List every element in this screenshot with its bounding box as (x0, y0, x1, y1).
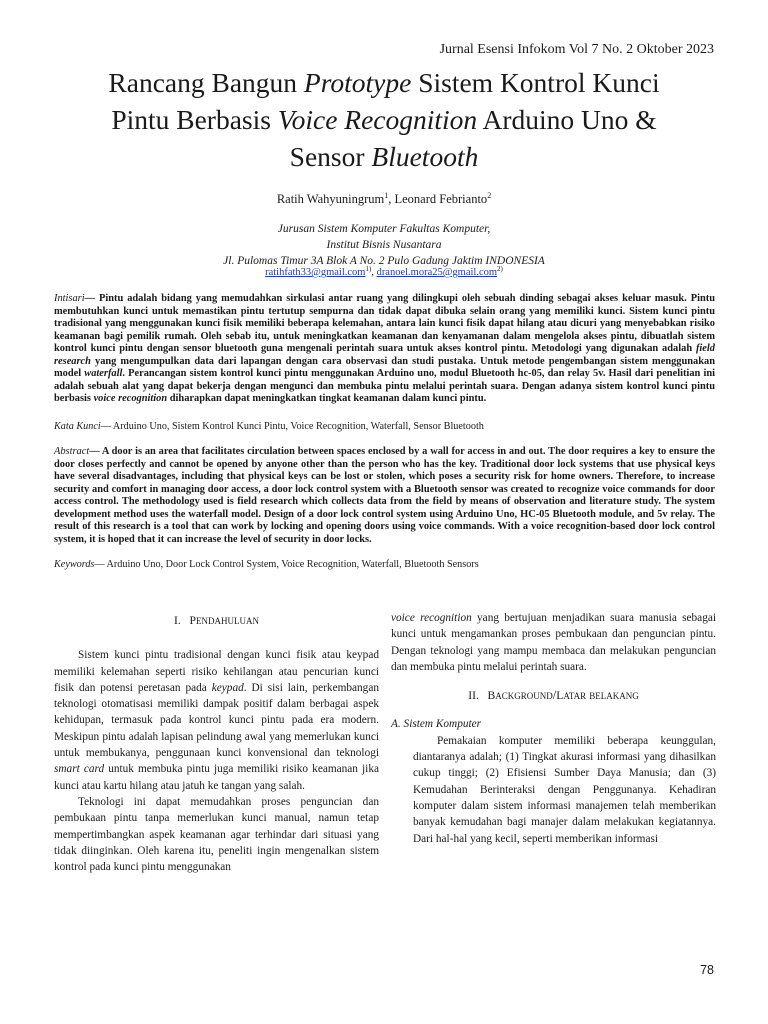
author-emails: ratihfath33@gmail.com$^{1)}$, dranoel.mora25@gmail.com$^{2)}$ (265, 265, 503, 278)
keywords: Keywords— Arduino Uno, Door Lock Control System, Voice Recognition, Waterfall, Bluetooth Sensors (54, 559, 479, 570)
author-2: Leonard Febrianto (394, 192, 488, 206)
kata-kunci: Kata Kunci— Arduino Uno, Sistem Kontrol Kunci Pintu, Voice Recognition, Waterfall, Sensor Bluetooth (54, 421, 484, 432)
right-column (391, 610, 716, 847)
paragraph: voice recognition yang bertujuan menjadikan suara manusia sebagai kunci untuk mengamankan proses pembukaan dan penguncian pintu. Dengan teknologi yang mampu membaca dan melakukan penguncian dan membuka pintu melalui perintah suara. (391, 612, 716, 673)
left-column (54, 612, 379, 875)
affiliation: Jurusan Sistem Komputer Fakultas Komputer, Institut Bisnis Nusantara Jl. Pulomas Timur 3A Blok A No. 2 Pulo Gadung Jaktim INDONESIA (223, 223, 545, 267)
paper-title: Rancang Bangun Prototype Sistem Kontrol Kunci Pintu Berbasis Voice Recognition Arduino Uno & Sensor Bluetooth (108, 67, 660, 172)
section-heading-background: II. Background/Latar belakang (468, 688, 639, 703)
paragraph: Pemakaian komputer memiliki beberapa keunggulan, diantaranya adalah; (1) Tingkat akurasi informasi yang dihasilkan cukup tinggi; (2) Efisiensi Sumber Daya Manusia; dan (3) Kemudahan Berinteraksi dengan Penggunanya. Kehadiran komputer dalam sistem informasi manajemen telah memberikan banyak kemudahan bagi manajer dalam melakukan kegiatannya. Dari hal-hal yang kecil, seperti memberikan informasi (413, 734, 716, 845)
subsection-heading: A. Sistem Komputer (391, 718, 482, 731)
email-link-2[interactable]: dranoel.mora25@gmail.com (376, 267, 498, 278)
abstract-paragraph: Abstract— A door is an area that facilitates circulation between spaces enclosed by a wall for access in and out. The door requires a key to ensure the door closes perfectly and cannot be opened by anyone other than the person who has the key. Traditional door lock systems that use physical keys have several disadvantages, including that physical keys can be lost or stolen, which poses a security risk for home owners. Therefore, to increase security and comfort in managing door access, a door lock control system with a Bluetooth sensor was created to recognize voice commands for door access control. The methodology used is field research which collects data from the field by means of observation and literature study. The system development method uses the waterfall model. Design of a door lock control system using Arduino Uno, HC-05 Bluetooth module, and 5v relay. The result of this research is a tool that can work by locking and opening doors using voice commands. With a voice recognition-based door lock control system, it is hoped that it can increase the level of security in door locks. (54, 446, 715, 545)
journal-header: Jurnal Esensi Infokom Vol 7 No. 2 Oktober 2023 (439, 42, 714, 57)
page-number: 78 (700, 963, 714, 977)
email-link-1[interactable]: ratihfath33@gmail.com (265, 267, 366, 278)
paragraph: Teknologi ini dapat memudahkan proses penguncian dan pembukaan pintu tanpa memerlukan kunci manual, namun tetap mempertimbangkan aspek keamanan agar terhindar dari situasi yang tidak diinginkan. Oleh karena itu, peneliti ingin mengenalkan sistem kontrol pada kunci pintu menggunakan (54, 795, 379, 874)
author-1: Ratih Wahyuningrum (276, 192, 385, 206)
intisari-paragraph: Intisari— Pintu adalah bidang yang memudahkan sirkulasi antar ruang yang dilingkupi oleh sebuah dinding sebagai akses keluar masuk. Pintu membutuhkan kunci untuk memastikan pintu tertutup sempurna dan tidak dapat dibuka selain orang yang memiliki kunci. Sistem kunci pintu tradisional yang menggunakan kunci fisik memiliki beberapa kelemahan, antara lain kunci fisik dapat hilang atau dicuri yang menyebabkan risiko keamanan bagi pemilik rumah. Oleh sebab itu, untuk meningkatkan keamanan dan kenyamanan dalam mengelola akses pintu, dibuatlah sistem kontrol kunci pintu dengan sensor bluetooth guna mengenali perintah suara untuk akses kontrol pintu. Metodologi yang digunakan adalah field research yang mengumpulkan data dari lapangan dengan cara observasi dan studi pustaka. Untuk metode pengembangan sistem menggunakan model waterfall. Perancangan sistem kontrol kunci pintu menggunakan Arduino uno, modul Bluetooth hc-05, dan relay 5v. Hasil dari penelitian ini adalah sebuah alat yang dapat bekerja dengan mengunci dan membuka pintu melalui perintah suara. Dengan adanya sistem kontrol kunci pintu berbasis voice recognition diharapkan dapat meningkatkan tingkat keamanan dalam kunci pintu. (54, 293, 715, 404)
author-list: Ratih Wahyuningrum$^1$, Leonard Febrianto$^2$ (276, 191, 492, 206)
section-heading-pendahuluan: I. Pendahuluan (174, 613, 259, 627)
paragraph: Sistem kunci pintu tradisional dengan kunci fisik atau keypad memiliki kelemahan seperti risiko kehilangan atau pencurian kunci fisik dan potensi peretasan pada keypad. Di sisi lain, perkembangan teknologi otomatisasi memiliki dampak positif dalam berbagai aspek kehidupan, termasuk pada kontrol kunci pintu pada era modern. Meskipun pintu adalah lapisan pelindung awal yang memerlukan kunci untuk membukanya, penggunaan kunci konvensional dan teknologi smart card untuk membuka pintu juga memiliki risiko keamanan jika kunci atau kartu hilang atau jatuh ke tangan yang salah. (54, 649, 379, 792)
